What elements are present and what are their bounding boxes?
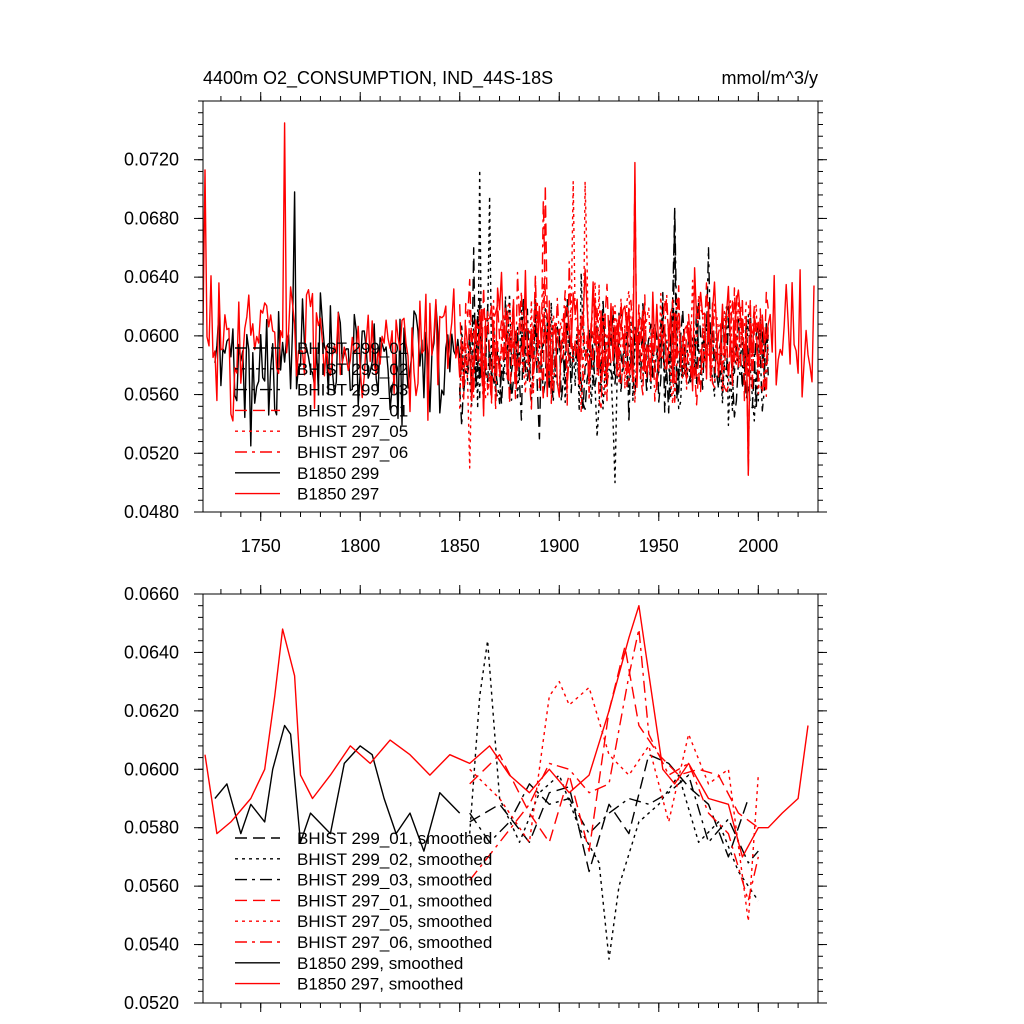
y-tick-label: 0.0600 (123, 325, 179, 346)
x-tick-label: 1900 (539, 536, 580, 556)
legend-entry: BHIST 299_03 (297, 380, 409, 400)
legend-entry: BHIST 299_01, smoothed (297, 829, 493, 848)
legend-entry: BHIST 297_06 (297, 443, 409, 462)
y-tick-label: 0.0560 (123, 384, 179, 405)
y-tick-label: 0.0680 (123, 208, 179, 229)
y-tick-label: 0.0480 (123, 502, 179, 522)
x-tick-label: 2000 (738, 536, 779, 556)
legend-entry: B1850 299, smoothed (297, 953, 464, 973)
y-tick-label: 0.0660 (123, 584, 179, 604)
legend-entry: B1850 297 (297, 484, 380, 504)
y-tick-label: 0.0620 (123, 700, 179, 721)
legend-entry: BHIST 297_01, smoothed (297, 891, 493, 911)
x-tick-label: 1850 (439, 536, 480, 556)
legend-entry: B1850 299 (297, 463, 380, 483)
legend-entry: BHIST 299_01 (297, 339, 409, 358)
legend-entry: BHIST 297_06, smoothed (297, 933, 493, 952)
y-tick-label: 0.0560 (123, 876, 179, 897)
y-tick-label: 0.0520 (123, 993, 179, 1013)
unit-label: mmol/m^3/y (721, 68, 818, 88)
y-tick-label: 0.0640 (123, 642, 179, 663)
legend-entry: BHIST 297_05 (297, 422, 409, 442)
legend-entry: BHIST 297_05, smoothed (297, 912, 493, 932)
x-tick-label: 1950 (638, 536, 679, 556)
y-tick-label: 0.0580 (123, 817, 179, 838)
legend-entry: BHIST 299_02 (297, 359, 409, 379)
x-tick-label: 1800 (340, 536, 381, 556)
y-tick-label: 0.0720 (123, 149, 179, 170)
legend-entry: BHIST 297_01 (297, 401, 409, 421)
y-tick-label: 0.0520 (123, 443, 179, 464)
legend-entry: BHIST 299_02, smoothed (297, 849, 493, 869)
y-tick-label: 0.0540 (123, 934, 179, 955)
x-tick-label: 1750 (240, 536, 281, 556)
y-tick-label: 0.0600 (123, 759, 179, 780)
y-tick-label: 0.0640 (123, 267, 179, 288)
legend-entry: BHIST 299_03, smoothed (297, 870, 493, 890)
legend-entry: B1850 297, smoothed (297, 974, 464, 994)
chart-title: 4400m O2_CONSUMPTION, IND_44S-18S (203, 68, 554, 88)
